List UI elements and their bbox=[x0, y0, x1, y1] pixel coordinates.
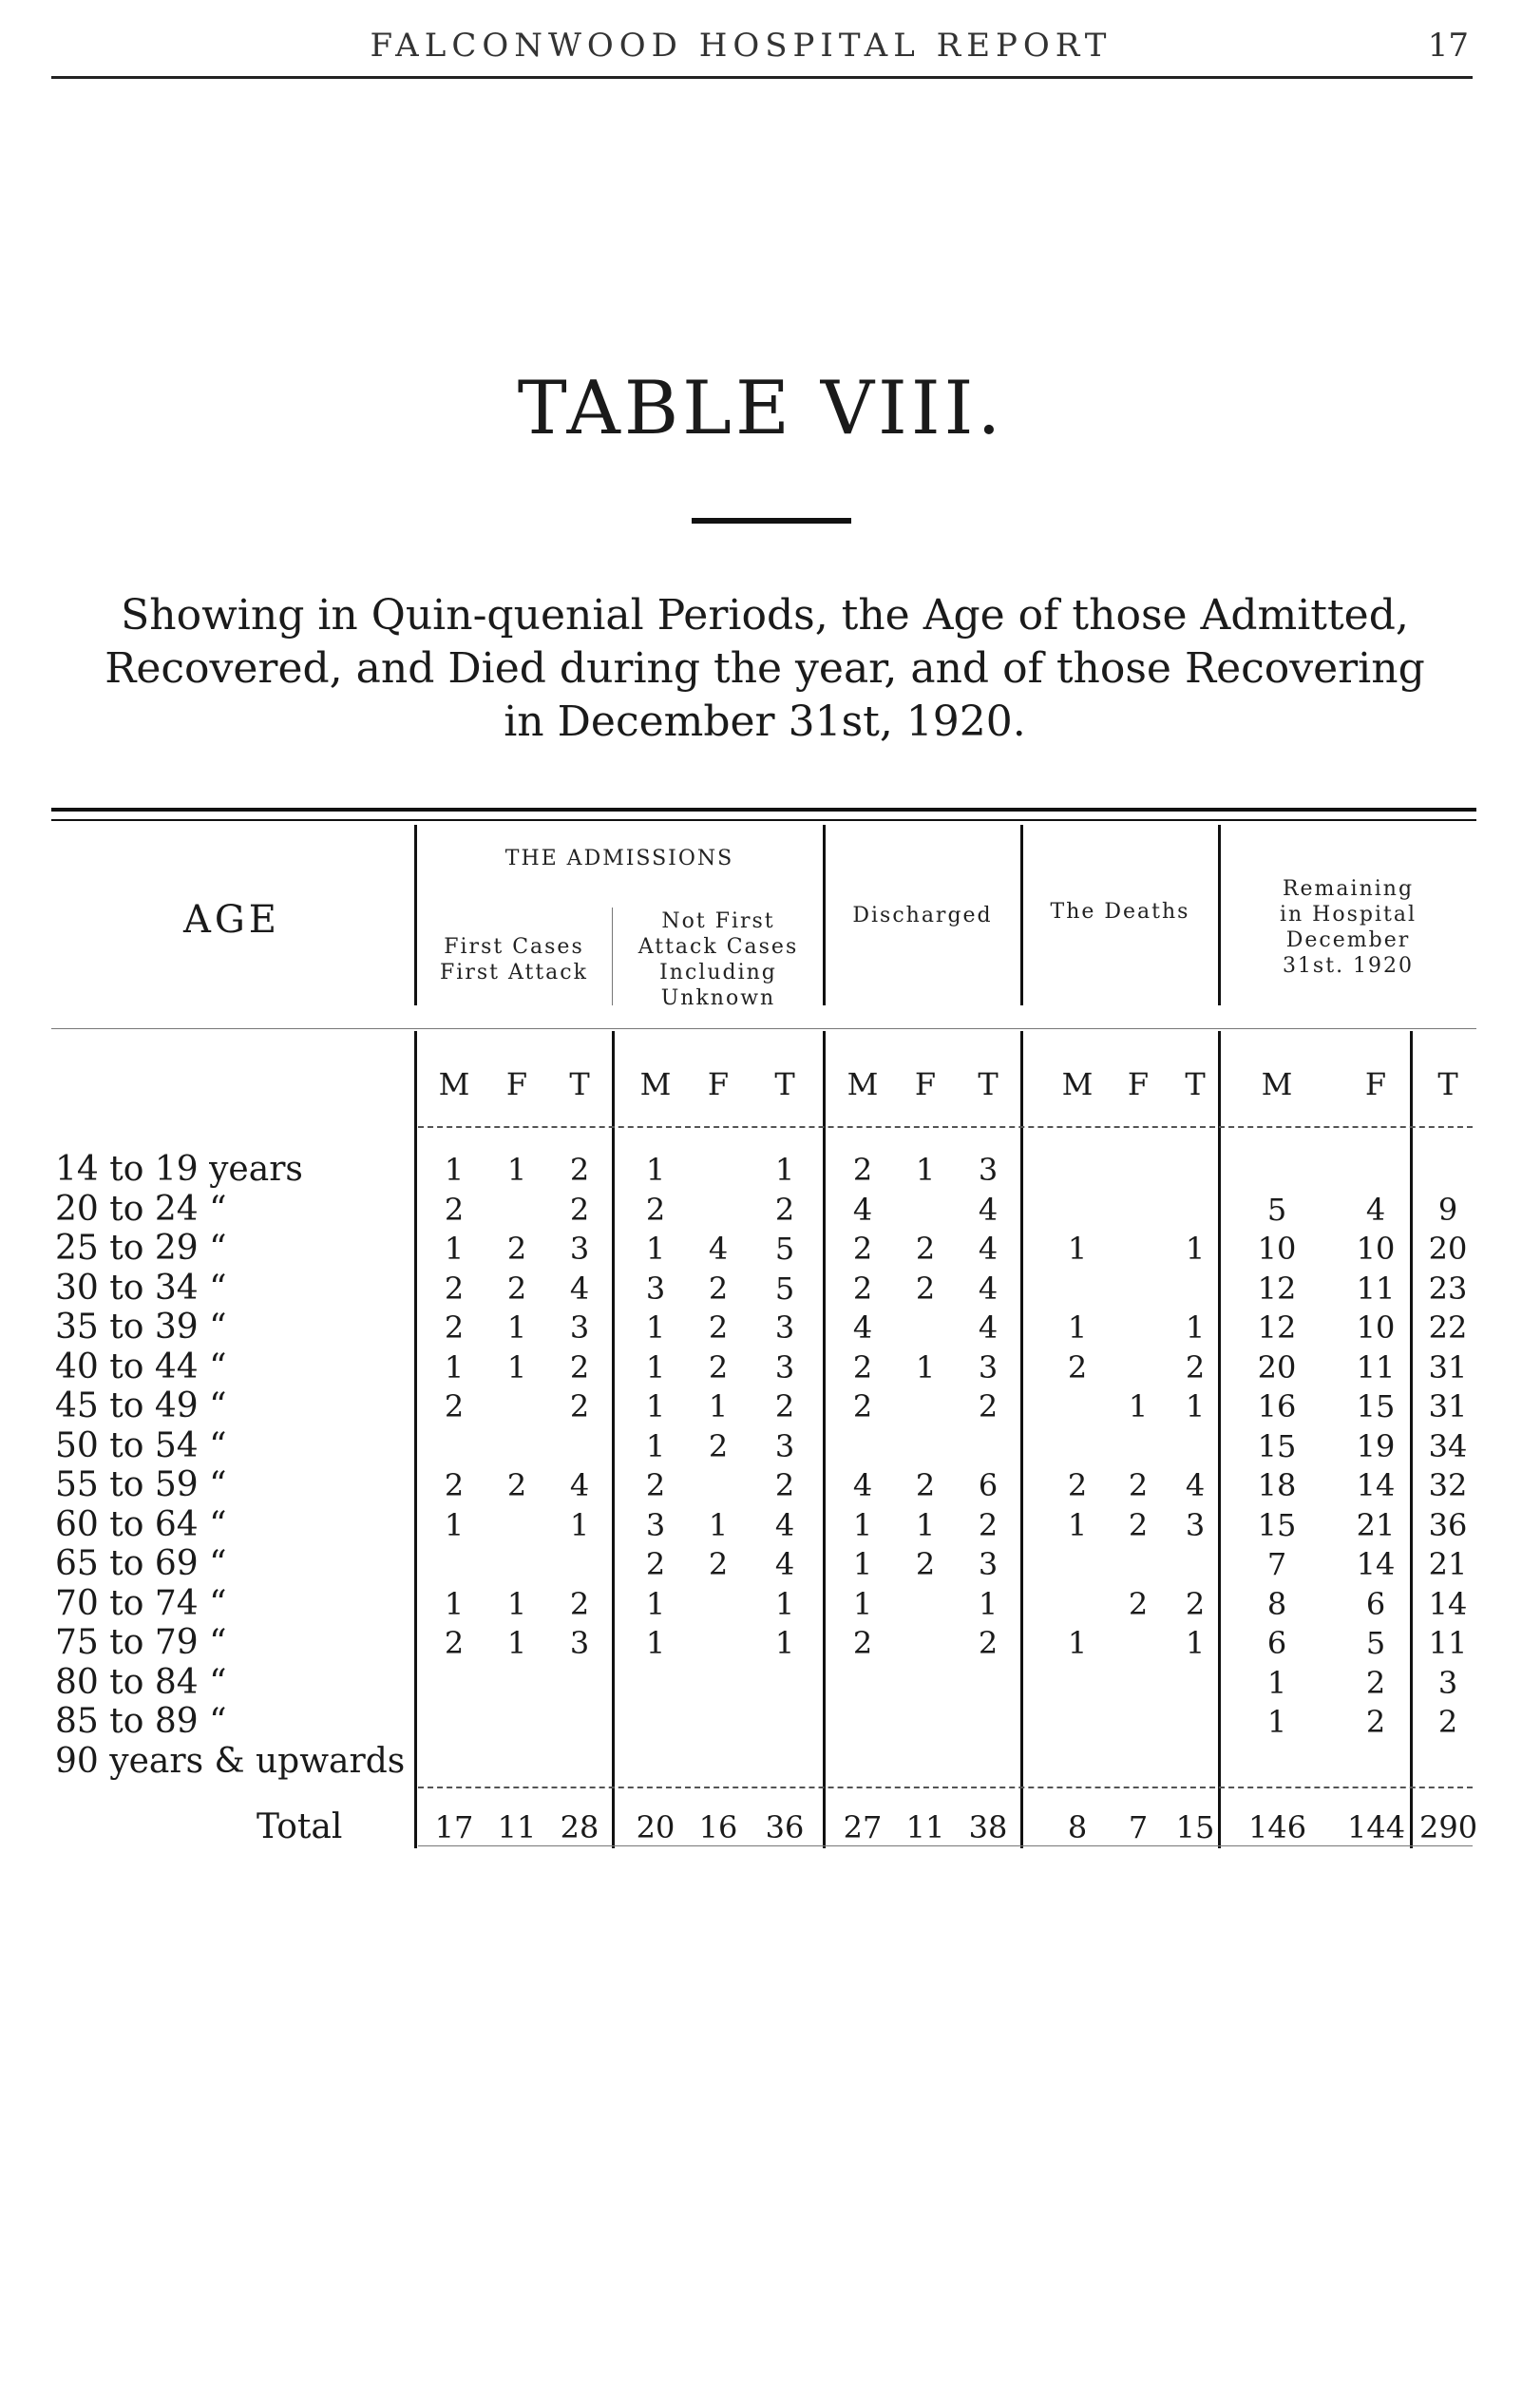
table-cell: 2 bbox=[444, 1388, 465, 1424]
table-cell: 32 bbox=[1428, 1467, 1468, 1503]
table-cell: 2 bbox=[1437, 1704, 1458, 1740]
total-cell: 16 bbox=[698, 1809, 738, 1845]
table-cell: 31 bbox=[1428, 1388, 1468, 1424]
table-cell: 1 bbox=[444, 1585, 465, 1622]
table-subtitle bbox=[48, 589, 1482, 749]
table-cell: 1 bbox=[915, 1506, 936, 1543]
table-cell: 3 bbox=[1185, 1506, 1206, 1543]
table-cell: 2 bbox=[444, 1467, 465, 1503]
admissions-header: THE ADMISSIONS bbox=[504, 847, 734, 870]
first-cases-header bbox=[416, 934, 612, 985]
table-cell: 1 bbox=[978, 1585, 999, 1622]
table-cell: 2 bbox=[569, 1388, 590, 1424]
total-cell: 144 bbox=[1347, 1809, 1406, 1845]
not-first-line: Including bbox=[659, 961, 777, 984]
table-cell: 8 bbox=[1266, 1585, 1287, 1622]
table-cell: 5 bbox=[774, 1231, 795, 1267]
age-cell: 20 to 24 “ bbox=[55, 1189, 227, 1229]
table-cell: 4 bbox=[978, 1231, 999, 1267]
table-cell: 2 bbox=[506, 1467, 527, 1503]
table-cell: 1 bbox=[774, 1585, 795, 1622]
table-cell: 1 bbox=[1185, 1388, 1206, 1424]
sub-column-header: M bbox=[1061, 1066, 1094, 1102]
table-cell: 2 bbox=[852, 1388, 873, 1424]
column-divider bbox=[1410, 1031, 1413, 1848]
table-cell: 1 bbox=[1128, 1388, 1149, 1424]
age-cell: 85 to 89 “ bbox=[55, 1702, 227, 1741]
remaining-header bbox=[1220, 876, 1476, 979]
column-divider bbox=[612, 1031, 615, 1848]
table-cell: 36 bbox=[1428, 1506, 1468, 1543]
table-cell: 2 bbox=[708, 1427, 729, 1464]
table-cell: 1 bbox=[774, 1625, 795, 1661]
total-cell: 290 bbox=[1419, 1809, 1478, 1845]
discharged-header: Discharged bbox=[852, 904, 993, 927]
table-cell: 2 bbox=[569, 1191, 590, 1228]
table-cell: 22 bbox=[1428, 1309, 1468, 1346]
table-cell: 5 bbox=[1365, 1625, 1386, 1661]
table-cell: 2 bbox=[1185, 1585, 1206, 1622]
subtitle-line-2: Recovered, and Died during the year, and of those Recovering bbox=[105, 644, 1425, 693]
total-cell: 36 bbox=[765, 1809, 805, 1845]
not-first-line: Attack Cases bbox=[637, 935, 799, 959]
sub-column-header: T bbox=[569, 1066, 590, 1102]
table-cell: 2 bbox=[708, 1309, 729, 1346]
table-cell: 2 bbox=[915, 1546, 936, 1582]
age-cell: 55 to 59 “ bbox=[55, 1465, 227, 1504]
age-cell: 40 to 44 “ bbox=[55, 1347, 227, 1386]
table-cell: 31 bbox=[1428, 1348, 1468, 1386]
total-cell: 17 bbox=[434, 1809, 474, 1845]
table-cell: 2 bbox=[978, 1388, 999, 1424]
age-cell: 25 to 29 “ bbox=[55, 1229, 227, 1268]
table-cell: 2 bbox=[645, 1546, 666, 1582]
table-cell: 2 bbox=[1128, 1467, 1149, 1503]
age-cell: 70 to 74 “ bbox=[55, 1583, 227, 1623]
sub-column-header: F bbox=[707, 1066, 730, 1102]
table-cell: 2 bbox=[645, 1467, 666, 1503]
table-cell: 6 bbox=[978, 1467, 999, 1503]
table-cell: 4 bbox=[1185, 1467, 1206, 1503]
table-cell: 1 bbox=[1067, 1625, 1088, 1661]
table-cell: 3 bbox=[978, 1152, 999, 1188]
age-cell: 50 to 54 “ bbox=[55, 1425, 227, 1465]
table-cell: 2 bbox=[506, 1231, 527, 1267]
table-cell: 3 bbox=[978, 1348, 999, 1386]
table-cell: 1 bbox=[915, 1348, 936, 1386]
deaths-header: The Deaths bbox=[1050, 900, 1190, 924]
table-cell: 2 bbox=[774, 1191, 795, 1228]
table-bottom-rule bbox=[418, 1845, 1473, 1846]
remaining-line: 31st. 1920 bbox=[1282, 954, 1415, 978]
table-cell: 1 bbox=[915, 1152, 936, 1188]
table-cell: 2 bbox=[708, 1348, 729, 1386]
table-cell: 2 bbox=[569, 1348, 590, 1386]
table-cell: 2 bbox=[1365, 1664, 1386, 1701]
page-number: 17 bbox=[1427, 27, 1469, 65]
table-cell: 4 bbox=[852, 1467, 873, 1503]
table-cell: 1 bbox=[1266, 1664, 1287, 1701]
total-cell: 28 bbox=[560, 1809, 599, 1845]
table-cell: 19 bbox=[1356, 1427, 1396, 1464]
table-cell: 2 bbox=[978, 1506, 999, 1543]
remaining-line: December bbox=[1285, 928, 1411, 952]
table-cell: 2 bbox=[645, 1191, 666, 1228]
table-cell: 4 bbox=[978, 1191, 999, 1228]
table-cell: 2 bbox=[978, 1625, 999, 1661]
subtitle-line-1: Showing in Quin-quenial Periods, the Age of those Admitted, bbox=[121, 591, 1409, 640]
table-cell: 2 bbox=[852, 1152, 873, 1188]
table-cell: 21 bbox=[1356, 1506, 1396, 1543]
table-cell: 12 bbox=[1257, 1270, 1297, 1307]
age-cell: 14 to 19 years bbox=[55, 1150, 303, 1189]
sub-column-header: M bbox=[639, 1066, 672, 1102]
column-divider bbox=[823, 1031, 826, 1848]
table-cell: 3 bbox=[774, 1348, 795, 1386]
table-cell: 6 bbox=[1266, 1625, 1287, 1661]
table-cell: 14 bbox=[1428, 1585, 1468, 1622]
table-cell: 2 bbox=[708, 1546, 729, 1582]
header-divider bbox=[612, 908, 613, 1005]
first-cases-line: First Cases bbox=[444, 935, 584, 959]
table-cell: 1 bbox=[645, 1427, 666, 1464]
table-cell: 4 bbox=[774, 1546, 795, 1582]
table-cell: 1 bbox=[444, 1231, 465, 1267]
table-cell: 4 bbox=[774, 1506, 795, 1543]
sub-column-header: M bbox=[1261, 1066, 1293, 1102]
table-cell: 2 bbox=[915, 1467, 936, 1503]
age-cell: 65 to 69 “ bbox=[55, 1544, 227, 1583]
age-cell: 90 years & upwards bbox=[55, 1741, 406, 1781]
table-cell: 2 bbox=[774, 1467, 795, 1503]
table-cell: 2 bbox=[852, 1270, 873, 1307]
table-cell: 20 bbox=[1428, 1231, 1468, 1267]
total-cell: 20 bbox=[636, 1809, 675, 1845]
age-cell: 35 to 39 “ bbox=[55, 1308, 227, 1347]
running-head bbox=[0, 27, 1522, 84]
table-cell: 11 bbox=[1428, 1625, 1468, 1661]
title-divider bbox=[692, 518, 851, 524]
table-cell: 1 bbox=[645, 1585, 666, 1622]
table-cell: 4 bbox=[852, 1309, 873, 1346]
table-cell: 2 bbox=[774, 1388, 795, 1424]
sub-column-header: F bbox=[1364, 1066, 1387, 1102]
table-cell: 10 bbox=[1356, 1309, 1396, 1346]
sub-column-header: F bbox=[1127, 1066, 1150, 1102]
table-cell: 2 bbox=[444, 1625, 465, 1661]
age-cell: 80 to 84 “ bbox=[55, 1662, 227, 1702]
table-cell: 10 bbox=[1257, 1231, 1297, 1267]
table-cell: 18 bbox=[1257, 1467, 1297, 1503]
sub-column-header: T bbox=[1437, 1066, 1458, 1102]
table-cell: 2 bbox=[1067, 1467, 1088, 1503]
subheader-rule bbox=[418, 1126, 1473, 1128]
table-cell: 1 bbox=[852, 1506, 873, 1543]
table-cell: 12 bbox=[1257, 1309, 1297, 1346]
table-cell: 1 bbox=[774, 1152, 795, 1188]
subtitle-line-3: in December 31st, 1920. bbox=[504, 698, 1026, 746]
total-cell: 146 bbox=[1248, 1809, 1307, 1845]
table-cell: 4 bbox=[708, 1231, 729, 1267]
table-cell: 3 bbox=[645, 1270, 666, 1307]
sub-column-header: M bbox=[847, 1066, 879, 1102]
sub-column-header: F bbox=[914, 1066, 937, 1102]
table-cell: 2 bbox=[852, 1348, 873, 1386]
table-cell: 7 bbox=[1266, 1546, 1287, 1582]
remaining-line: in Hospital bbox=[1279, 903, 1417, 927]
table-cell: 2 bbox=[852, 1625, 873, 1661]
remaining-line: Remaining bbox=[1282, 877, 1415, 901]
total-cell: 11 bbox=[905, 1809, 945, 1845]
table-cell: 3 bbox=[569, 1231, 590, 1267]
table-cell: 5 bbox=[774, 1270, 795, 1307]
table-cell: 15 bbox=[1257, 1506, 1297, 1543]
table-cell: 4 bbox=[852, 1191, 873, 1228]
not-first-header bbox=[614, 908, 823, 1011]
total-cell: 38 bbox=[968, 1809, 1008, 1845]
table-cell: 1 bbox=[569, 1506, 590, 1543]
running-head-rule bbox=[51, 76, 1473, 79]
age-cell: 45 to 49 “ bbox=[55, 1386, 227, 1425]
table-cell: 1 bbox=[645, 1388, 666, 1424]
table-cell: 4 bbox=[978, 1270, 999, 1307]
table-cell: 1 bbox=[444, 1152, 465, 1188]
sub-column-header: F bbox=[505, 1066, 528, 1102]
table-cell: 15 bbox=[1356, 1388, 1396, 1424]
table-cell: 2 bbox=[708, 1270, 729, 1307]
table-cell: 2 bbox=[1185, 1348, 1206, 1386]
table-cell: 2 bbox=[1128, 1506, 1149, 1543]
table-cell: 1 bbox=[708, 1388, 729, 1424]
total-cell: 11 bbox=[497, 1809, 537, 1845]
table-cell: 1 bbox=[1185, 1625, 1206, 1661]
table-cell: 3 bbox=[569, 1309, 590, 1346]
table-cell: 1 bbox=[708, 1506, 729, 1543]
table-cell: 15 bbox=[1257, 1427, 1297, 1464]
table-cell: 9 bbox=[1437, 1191, 1458, 1228]
first-cases-line: First Attack bbox=[440, 961, 588, 984]
age-cell: 60 to 64 “ bbox=[55, 1504, 227, 1544]
table-cell: 1 bbox=[506, 1625, 527, 1661]
column-divider bbox=[1020, 1031, 1023, 1848]
table-cell: 1 bbox=[645, 1625, 666, 1661]
table-cell: 1 bbox=[645, 1231, 666, 1267]
table-cell: 2 bbox=[569, 1152, 590, 1188]
table-cell: 1 bbox=[852, 1585, 873, 1622]
table-cell: 1 bbox=[1185, 1309, 1206, 1346]
table-cell: 1 bbox=[506, 1152, 527, 1188]
table-cell: 4 bbox=[1365, 1191, 1386, 1228]
table-cell: 11 bbox=[1356, 1348, 1396, 1386]
table-cell: 34 bbox=[1428, 1427, 1468, 1464]
sub-column-header: M bbox=[438, 1066, 470, 1102]
age-cell: 30 to 34 “ bbox=[55, 1268, 227, 1308]
table-cell: 11 bbox=[1356, 1270, 1396, 1307]
table-cell: 4 bbox=[569, 1467, 590, 1503]
column-divider bbox=[1218, 1031, 1221, 1848]
not-first-line: Not First bbox=[661, 909, 775, 933]
age-cell: 75 to 79 “ bbox=[55, 1623, 227, 1662]
sub-column-header: T bbox=[774, 1066, 795, 1102]
total-cell: 27 bbox=[843, 1809, 883, 1845]
running-head-title: FALCONWOOD HOSPITAL REPORT bbox=[370, 27, 1113, 65]
table-cell: 1 bbox=[444, 1506, 465, 1543]
table-top-rule-2 bbox=[51, 819, 1476, 821]
table-cell: 3 bbox=[645, 1506, 666, 1543]
table-cell: 1 bbox=[645, 1152, 666, 1188]
table-cell: 2 bbox=[444, 1270, 465, 1307]
table-cell: 10 bbox=[1356, 1231, 1396, 1267]
table-cell: 2 bbox=[569, 1585, 590, 1622]
table-cell: 2 bbox=[506, 1270, 527, 1307]
table-cell: 23 bbox=[1428, 1270, 1468, 1307]
table-cell: 2 bbox=[852, 1231, 873, 1267]
age-header: AGE bbox=[182, 898, 281, 942]
table-cell: 1 bbox=[645, 1309, 666, 1346]
table-cell: 1 bbox=[852, 1546, 873, 1582]
table-cell: 6 bbox=[1365, 1585, 1386, 1622]
table-cell: 20 bbox=[1257, 1348, 1297, 1386]
table-cell: 4 bbox=[569, 1270, 590, 1307]
table-cell: 3 bbox=[774, 1309, 795, 1346]
table-cell: 1 bbox=[506, 1585, 527, 1622]
table-cell: 3 bbox=[774, 1427, 795, 1464]
table-cell: 1 bbox=[1266, 1704, 1287, 1740]
not-first-line: Unknown bbox=[660, 986, 776, 1010]
table-cell: 3 bbox=[978, 1546, 999, 1582]
table-cell: 1 bbox=[444, 1348, 465, 1386]
table-cell: 2 bbox=[1067, 1348, 1088, 1386]
table-cell: 2 bbox=[444, 1191, 465, 1228]
table-cell: 3 bbox=[1437, 1664, 1458, 1701]
table-cell: 2 bbox=[1128, 1585, 1149, 1622]
sub-column-header: T bbox=[978, 1066, 999, 1102]
table-cell: 1 bbox=[506, 1309, 527, 1346]
table-cell: 2 bbox=[444, 1309, 465, 1346]
table-cell: 1 bbox=[1067, 1231, 1088, 1267]
table-cell: 2 bbox=[915, 1231, 936, 1267]
total-cell: 7 bbox=[1128, 1809, 1149, 1845]
table-cell: 16 bbox=[1257, 1388, 1297, 1424]
total-label: Total bbox=[257, 1807, 343, 1846]
total-rule bbox=[418, 1787, 1473, 1788]
sub-column-header: T bbox=[1185, 1066, 1206, 1102]
table-top-rule bbox=[51, 808, 1476, 812]
table-cell: 4 bbox=[978, 1309, 999, 1346]
table-title: TABLE VIII. bbox=[517, 366, 1005, 451]
total-cell: 8 bbox=[1067, 1809, 1088, 1845]
table-cell: 14 bbox=[1356, 1546, 1396, 1582]
total-cell: 15 bbox=[1175, 1809, 1215, 1845]
table-cell: 1 bbox=[645, 1348, 666, 1386]
header-rule bbox=[51, 1028, 1476, 1029]
table-cell: 1 bbox=[506, 1348, 527, 1386]
table-cell: 2 bbox=[1365, 1704, 1386, 1740]
table-cell: 21 bbox=[1428, 1546, 1468, 1582]
table-cell: 2 bbox=[915, 1270, 936, 1307]
table-cell: 1 bbox=[1185, 1231, 1206, 1267]
table-cell: 5 bbox=[1266, 1191, 1287, 1228]
column-divider bbox=[414, 1031, 417, 1848]
table-cell: 14 bbox=[1356, 1467, 1396, 1503]
table-cell: 1 bbox=[1067, 1506, 1088, 1543]
table-cell: 3 bbox=[569, 1625, 590, 1661]
table-cell: 1 bbox=[1067, 1309, 1088, 1346]
